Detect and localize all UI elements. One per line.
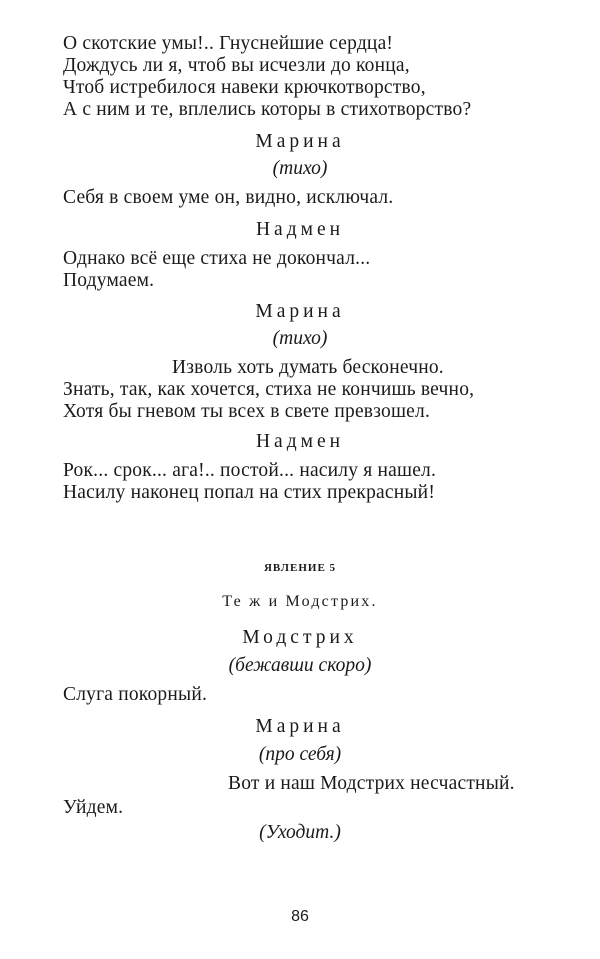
verse-line: Дождусь ли я, чтоб вы исчезли до конца, [63, 55, 410, 76]
verse-line: Насилу наконец попал на стих прекрасный! [63, 482, 436, 503]
verse-line: Чтоб истребилося навеки крючкотворство, [63, 77, 426, 98]
stage-direction: (тихо) [272, 158, 328, 179]
verse-line: Однако всё еще стиха не докончал... [63, 248, 371, 269]
speaker-name: Надмен [255, 431, 345, 452]
speaker-name: Марина [255, 716, 345, 737]
verse-line: А с ним и те, вплелись которы в стихотворство? [63, 99, 472, 120]
page-number: 86 [291, 908, 309, 925]
speaker-name: Надмен [255, 219, 345, 240]
verse-line: О скотские умы!.. Гнуснейшие сердца! [63, 33, 394, 54]
verse-line: Вот и наш Модстрих несчастный. [228, 773, 515, 794]
verse-line: Знать, так, как хочется, стиха не кончишь вечно, [63, 379, 475, 400]
verse-line: Слуга покорный. [63, 684, 208, 705]
stage-direction: (про себя) [258, 744, 342, 765]
speaker-name: Марина [255, 301, 345, 322]
stage-direction-exit: (Уходит.) [259, 822, 341, 843]
verse-line: Уйдем. [63, 797, 124, 818]
verse-line: Изволь хоть думать бесконечно. [172, 357, 444, 378]
verse-line: Рок... срок... ага!.. постой... насилу я нашел. [63, 460, 437, 481]
scene-title: ЯВЛЕНИЕ 5 [263, 562, 337, 574]
speaker-name: Марина [255, 131, 345, 152]
stage-direction: (тихо) [272, 328, 328, 349]
verse-line: Хотя бы гневом ты всех в свете превзошел. [63, 401, 431, 422]
scene-cast: Те ж и Модстрих. [222, 593, 378, 610]
stage-direction: (бежавши скоро) [228, 655, 372, 676]
verse-line: Себя в своем уме он, видно, исключал. [63, 187, 394, 208]
verse-line: Подумаем. [63, 270, 155, 291]
speaker-name: Модстрих [242, 627, 358, 648]
